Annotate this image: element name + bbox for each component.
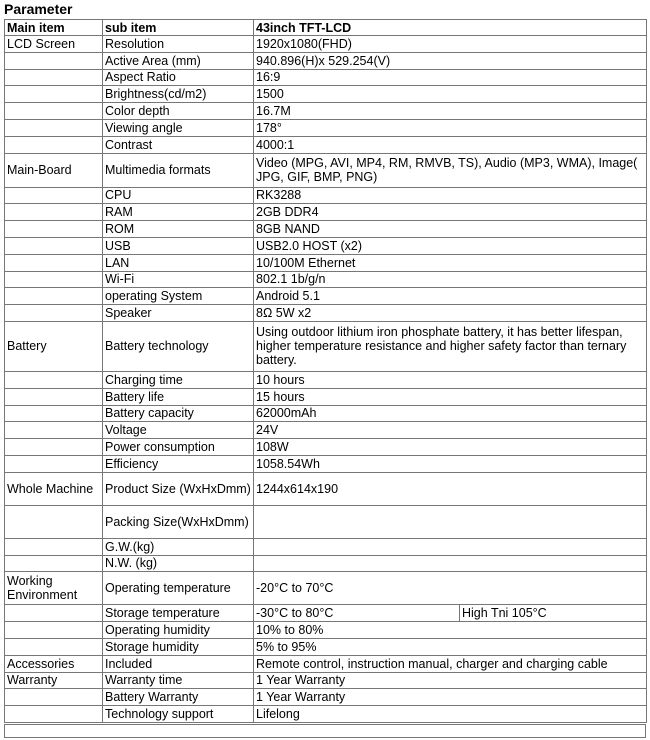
main-item-cell <box>5 305 103 322</box>
sub-item-cell: Operating temperature <box>103 572 254 605</box>
table-row <box>5 119 647 136</box>
value-cell: 108W <box>254 439 647 456</box>
table-row <box>5 36 647 53</box>
value-cell: Lifelong <box>254 706 647 723</box>
value-cell: 10/100M Ethernet <box>254 254 647 271</box>
main-item-cell: Warranty <box>5 672 103 689</box>
main-item-cell <box>5 86 103 103</box>
table-row <box>5 305 647 322</box>
table-row <box>5 69 647 86</box>
table-row <box>5 237 647 254</box>
empty-footer-cell <box>4 724 646 738</box>
sub-item-cell: USB <box>103 237 254 254</box>
main-item-cell <box>5 605 103 622</box>
sub-item-cell: RAM <box>103 204 254 221</box>
table-row <box>5 706 647 723</box>
main-item-cell <box>5 288 103 305</box>
main-item-cell <box>5 455 103 472</box>
sub-item-cell: Wi-Fi <box>103 271 254 288</box>
main-item-cell <box>5 405 103 422</box>
sub-item-cell: Color depth <box>103 103 254 120</box>
value-cell: Android 5.1 <box>254 288 647 305</box>
main-item-cell <box>5 221 103 238</box>
main-item-cell <box>5 622 103 639</box>
value-cell: -30°C to 80°C <box>254 605 460 622</box>
value-cell: 8Ω 5W x2 <box>254 305 647 322</box>
main-item-cell <box>5 555 103 572</box>
value-cell: 2GB DDR4 <box>254 204 647 221</box>
main-item-cell <box>5 103 103 120</box>
value-cell: RK3288 <box>254 187 647 204</box>
value-cell: Using outdoor lithium iron phosphate battery, it has better lifespan, higher temperature resistance and higher safety factor than ternary battery. <box>254 321 647 371</box>
main-item-cell: Working Environment <box>5 572 103 605</box>
sub-item-cell: Brightness(cd/m2) <box>103 86 254 103</box>
value-cell: 24V <box>254 422 647 439</box>
value-cell: 1 Year Warranty <box>254 689 647 706</box>
table-row <box>5 405 647 422</box>
sub-item-cell: Viewing angle <box>103 119 254 136</box>
value-cell: 1058.54Wh <box>254 455 647 472</box>
value-cell: Video (MPG, AVI, MP4, RM, RMVB, TS), Audio (MP3, WMA), Image( JPG, GIF, BMP, PNG) <box>254 153 647 187</box>
value-cell: 1 Year Warranty <box>254 672 647 689</box>
main-item-cell <box>5 119 103 136</box>
main-item-cell: Whole Machine <box>5 472 103 505</box>
sub-item-cell: Warranty time <box>103 672 254 689</box>
sub-item-cell: G.W.(kg) <box>103 538 254 555</box>
sub-item-cell: Packing Size(WxHxDmm) <box>103 505 254 538</box>
table-row <box>5 136 647 153</box>
sub-item-cell: Product Size (WxHxDmm) <box>103 472 254 505</box>
table-row <box>5 655 647 672</box>
value-cell: 15 hours <box>254 388 647 405</box>
main-item-cell <box>5 638 103 655</box>
main-item-cell <box>5 689 103 706</box>
sub-item-cell: Efficiency <box>103 455 254 472</box>
value-cell: 1500 <box>254 86 647 103</box>
table-row <box>5 254 647 271</box>
sub-item-cell: Battery Warranty <box>103 689 254 706</box>
table-row <box>5 472 647 505</box>
value-cell: USB2.0 HOST (x2) <box>254 237 647 254</box>
table-row <box>5 371 647 388</box>
main-item-cell <box>5 388 103 405</box>
value-cell: 16:9 <box>254 69 647 86</box>
extra-value-cell: High Tni 105°C <box>460 605 647 622</box>
main-item-cell <box>5 52 103 69</box>
main-item-cell <box>5 538 103 555</box>
table-row <box>5 86 647 103</box>
main-item-cell <box>5 69 103 86</box>
sub-item-cell: Resolution <box>103 36 254 53</box>
main-item-cell <box>5 706 103 723</box>
table-row <box>5 52 647 69</box>
main-item-cell: LCD Screen <box>5 36 103 53</box>
sub-item-cell: CPU <box>103 187 254 204</box>
sub-item-cell: Multimedia formats <box>103 153 254 187</box>
value-cell: 178° <box>254 119 647 136</box>
value-cell: 4000:1 <box>254 136 647 153</box>
main-item-cell <box>5 136 103 153</box>
main-item-cell: Accessories <box>5 655 103 672</box>
table-row <box>5 388 647 405</box>
sub-item-cell: Speaker <box>103 305 254 322</box>
value-cell <box>254 555 647 572</box>
sub-item-cell: Power consumption <box>103 439 254 456</box>
main-item-cell <box>5 505 103 538</box>
header-main-item: Main item <box>5 20 103 36</box>
table-row <box>5 422 647 439</box>
sub-item-cell: Technology support <box>103 706 254 723</box>
value-cell: 1920x1080(FHD) <box>254 36 647 53</box>
sub-item-cell: ROM <box>103 221 254 238</box>
main-item-cell: Battery <box>5 321 103 371</box>
table-row <box>5 572 647 605</box>
main-item-cell <box>5 271 103 288</box>
table-row <box>5 672 647 689</box>
sub-item-cell: Storage humidity <box>103 638 254 655</box>
value-cell: 5% to 95% <box>254 638 647 655</box>
main-item-cell <box>5 371 103 388</box>
value-cell: 940.896(H)x 529.254(V) <box>254 52 647 69</box>
table-row <box>5 153 647 187</box>
sub-item-cell: Charging time <box>103 371 254 388</box>
table-row <box>5 538 647 555</box>
value-cell: 802.1 1b/g/n <box>254 271 647 288</box>
main-item-cell <box>5 422 103 439</box>
header-product: 43inch TFT-LCD <box>254 20 647 36</box>
table-row <box>5 622 647 639</box>
table-row <box>5 689 647 706</box>
table-row <box>5 221 647 238</box>
sub-item-cell: N.W. (kg) <box>103 555 254 572</box>
table-row <box>5 605 647 622</box>
main-item-cell: Main-Board <box>5 153 103 187</box>
parameter-table <box>4 19 647 723</box>
value-cell: 10% to 80% <box>254 622 647 639</box>
value-cell: 16.7M <box>254 103 647 120</box>
sub-item-cell: Battery technology <box>103 321 254 371</box>
sub-item-cell: Contrast <box>103 136 254 153</box>
sub-item-cell: Active Area (mm) <box>103 52 254 69</box>
main-item-cell <box>5 439 103 456</box>
table-row <box>5 187 647 204</box>
table-row <box>5 103 647 120</box>
table-row <box>5 288 647 305</box>
value-cell: Remote control, instruction manual, charger and charging cable <box>254 655 647 672</box>
sub-item-cell: Voltage <box>103 422 254 439</box>
table-row <box>5 271 647 288</box>
sub-item-cell: Battery capacity <box>103 405 254 422</box>
value-cell <box>254 505 647 538</box>
value-cell: -20°C to 70°C <box>254 572 647 605</box>
main-item-cell <box>5 254 103 271</box>
page-title: Parameter <box>4 1 73 17</box>
sub-item-cell: Included <box>103 655 254 672</box>
header-sub-item: sub item <box>103 20 254 36</box>
value-cell: 10 hours <box>254 371 647 388</box>
main-item-cell <box>5 204 103 221</box>
sub-item-cell: Storage temperature <box>103 605 254 622</box>
table-row <box>5 505 647 538</box>
value-cell: 1244x614x190 <box>254 472 647 505</box>
sub-item-cell: Battery life <box>103 388 254 405</box>
table-row <box>5 555 647 572</box>
value-cell: 8GB NAND <box>254 221 647 238</box>
sub-item-cell: LAN <box>103 254 254 271</box>
table-row <box>5 439 647 456</box>
main-item-cell <box>5 237 103 254</box>
sub-item-cell: Operating humidity <box>103 622 254 639</box>
value-cell: 62000mAh <box>254 405 647 422</box>
sub-item-cell: Aspect Ratio <box>103 69 254 86</box>
table-row <box>5 455 647 472</box>
main-item-cell <box>5 187 103 204</box>
sub-item-cell: operating System <box>103 288 254 305</box>
value-cell <box>254 538 647 555</box>
table-row <box>5 204 647 221</box>
table-header-row <box>5 20 647 36</box>
table-row <box>5 638 647 655</box>
table-row <box>5 321 647 371</box>
